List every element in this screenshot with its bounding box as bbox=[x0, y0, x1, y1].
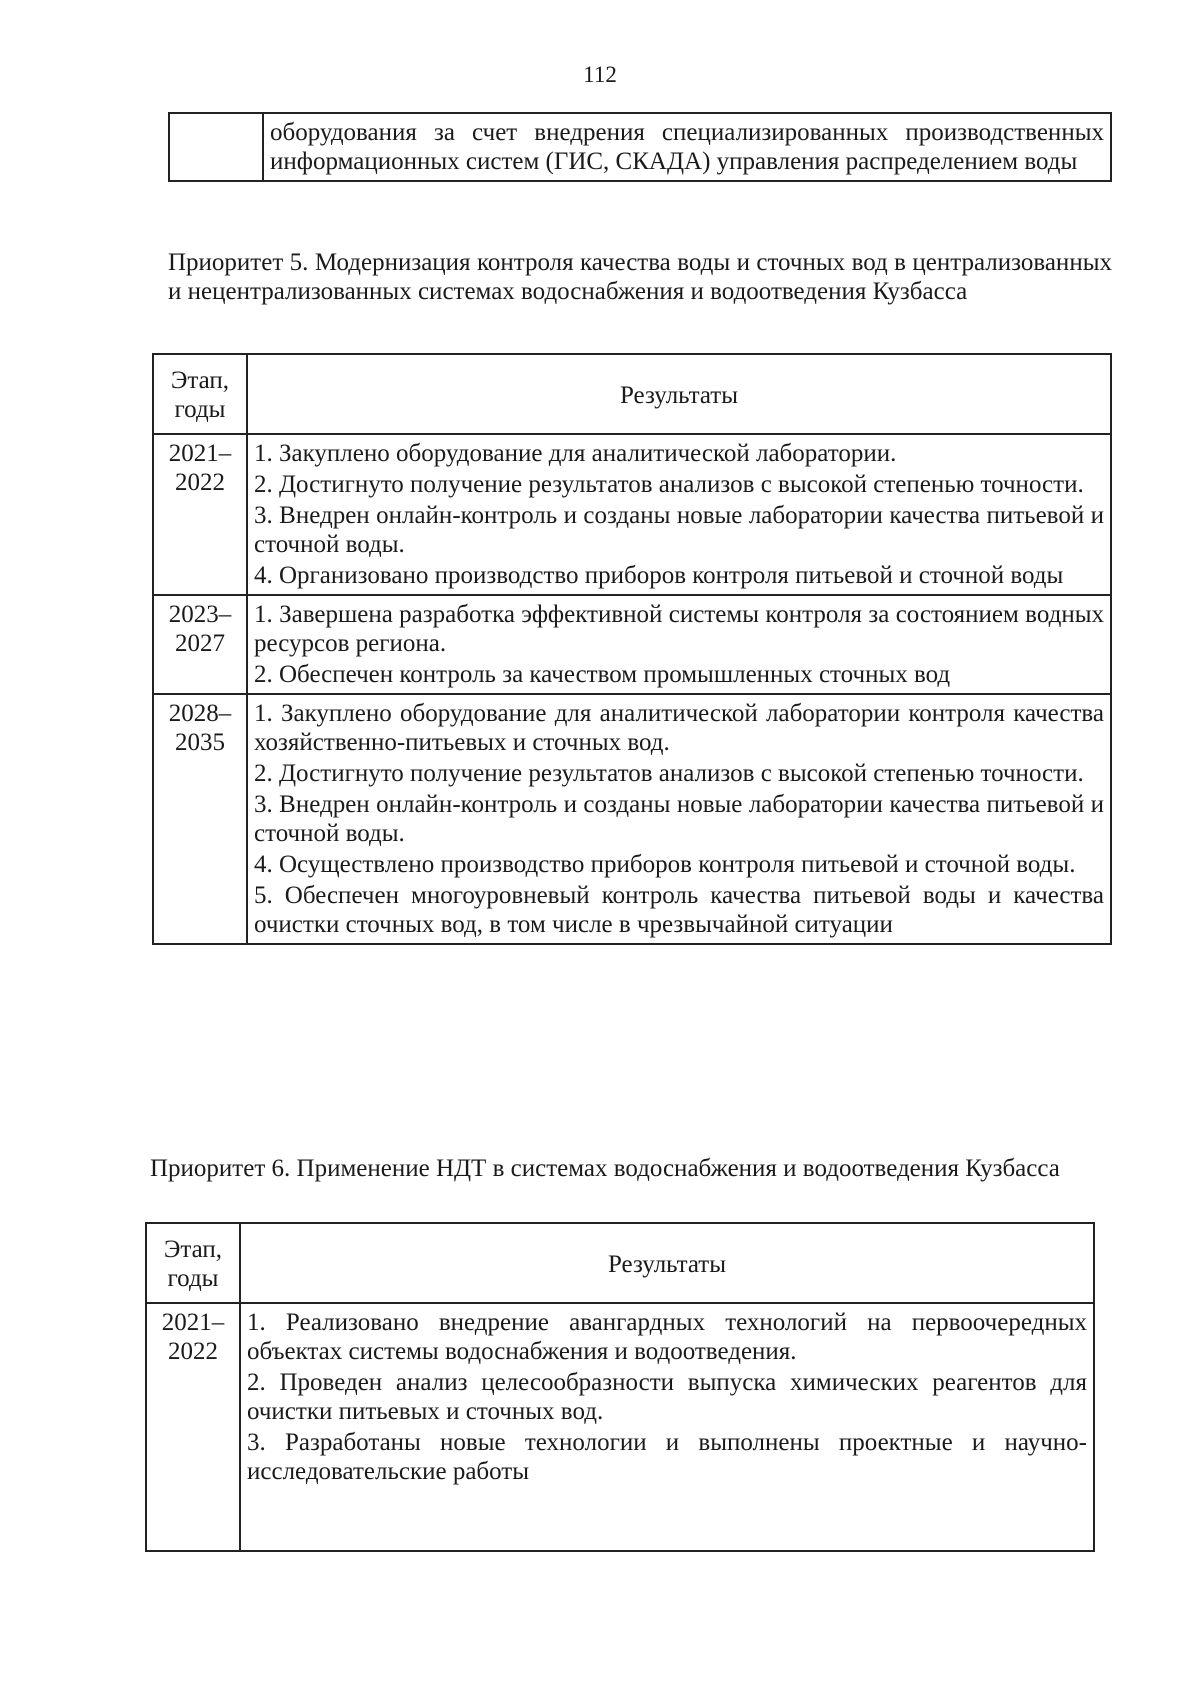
result-item: 1. Закуплено оборудование для аналитической лаборатории. bbox=[254, 440, 897, 467]
stage-cell: 2028– 2035 bbox=[153, 694, 247, 944]
result-item: оборудования за счет внедрения специализированных производственных информационных систем (ГИС, СКАДА) управления распределением воды bbox=[270, 119, 1104, 175]
result-item: 3. Внедрен онлайн-контроль и созданы новые лаборатории качества питьевой и сточной воды. bbox=[254, 502, 1104, 558]
stage-cell: 2023– 2027 bbox=[153, 595, 247, 694]
result-item: 1. Закуплено оборудование для аналитической лаборатории контроля качества хозяйственно-питьевых и сточных вод. bbox=[254, 700, 1104, 756]
result-item: 3. Разработаны новые технологии и выполнены проектные и научно-исследовательские работы bbox=[247, 1429, 1087, 1485]
result-item: 3. Внедрен онлайн-контроль и созданы новые лаборатории качества питьевой и сточной воды. bbox=[254, 791, 1104, 847]
table-row bbox=[153, 694, 1111, 944]
table-header-row bbox=[153, 354, 1111, 434]
table-row bbox=[153, 595, 1111, 694]
page-number: 112 bbox=[583, 62, 617, 87]
table-row bbox=[146, 1303, 1094, 1551]
result-item: 4. Организовано производство приборов контроля питьевой и сточной воды bbox=[254, 562, 1064, 589]
stage-header: Этап, годы bbox=[153, 354, 247, 434]
table-row bbox=[153, 434, 1111, 595]
results-cell bbox=[263, 113, 1111, 181]
result-item: 2. Достигнуто получение результатов анализов с высокой степенью точности. bbox=[254, 760, 1084, 787]
results-cell bbox=[247, 595, 1111, 694]
priority-6-title: Приоритет 6. Применение НДТ в системах водоснабжения и водоотведения Кузбасса bbox=[150, 1155, 1060, 1182]
results-cell bbox=[247, 694, 1111, 944]
results-cell bbox=[240, 1303, 1094, 1551]
stage-cell: 2021– 2022 bbox=[146, 1303, 240, 1551]
result-item: 2. Обеспечен контроль за качеством промышленных сточных вод bbox=[254, 661, 951, 688]
stage-header: Этап, годы bbox=[146, 1223, 240, 1303]
result-item: 2. Достигнуто получение результатов анализов с высокой степенью точности. bbox=[254, 471, 1084, 498]
result-item: 1. Реализовано внедрение авангардных технологий на первоочередных объектах системы водоснабжения и водоотведения. bbox=[247, 1309, 1087, 1365]
continuation-table bbox=[168, 112, 1112, 182]
results-header: Результаты bbox=[247, 354, 1111, 434]
result-item: 2. Проведен анализ целесообразности выпуска химических реагентов для очистки питьевых и сточных вод. bbox=[247, 1369, 1087, 1425]
priority-5-table bbox=[152, 353, 1112, 945]
result-item: 1. Завершена разработка эффективной системы контроля за состоянием водных ресурсов региона. bbox=[254, 601, 1104, 657]
stage-cell: 2021– 2022 bbox=[153, 434, 247, 595]
results-header: Результаты bbox=[240, 1223, 1094, 1303]
priority-6-table bbox=[145, 1222, 1095, 1552]
result-item: 5. Обеспечен многоуровневый контроль качества питьевой воды и качества очистки сточных вод, в том числе в чрезвычайной ситуации bbox=[254, 882, 1104, 938]
result-item: 4. Осуществлено производство приборов контроля питьевой и сточной воды. bbox=[254, 851, 1076, 878]
stage-cell bbox=[169, 113, 263, 181]
table-row bbox=[169, 113, 1111, 181]
results-cell bbox=[247, 434, 1111, 595]
priority-5-title: Приоритет 5. Модернизация контроля качества воды и сточных вод в централизованных и нецентрализованных системах водоснабжения и водоотведения Кузбасса bbox=[168, 249, 1112, 305]
table-header-row bbox=[146, 1223, 1094, 1303]
